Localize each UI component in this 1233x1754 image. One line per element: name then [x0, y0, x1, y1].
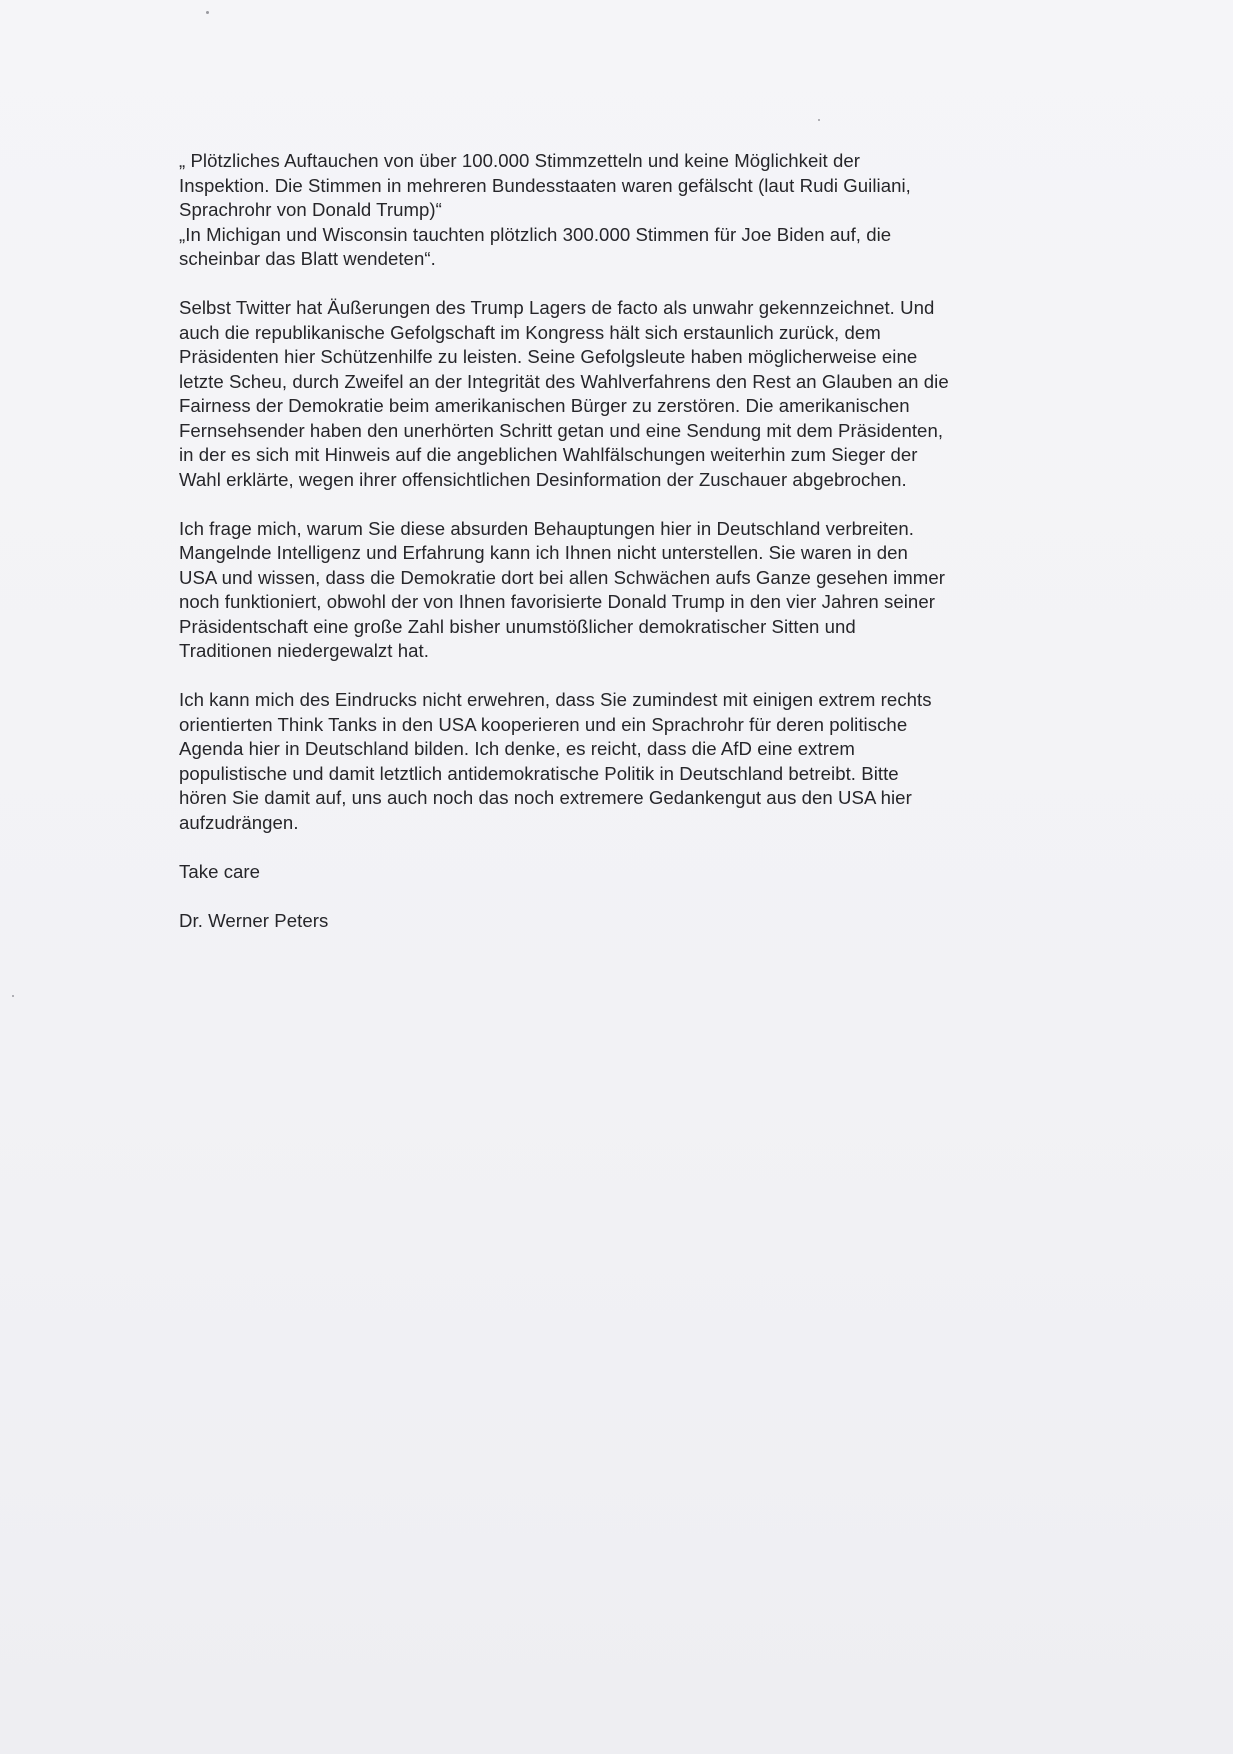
paragraph-impression: [179, 688, 1059, 835]
text-line: auch die republikanische Gefolgschaft im Kongress hält sich erstaunlich zurück, dem: [179, 321, 881, 343]
paper-speck: [206, 11, 209, 14]
text-line: „ Plötzliches Auftauchen von über 100.000 Stimmzetteln und keine Möglichkeit der: [179, 150, 860, 171]
text-line: „In Michigan und Wisconsin tauchten plötzlich 300.000 Stimmen für Joe Biden auf, die: [179, 223, 892, 245]
text-line: Präsidentschaft eine große Zahl bisher unumstößlicher demokratischer Sitten und: [179, 615, 856, 637]
text-line: Präsidenten hier Schützenhilfe zu leisten. Seine Gefolgsleute haben möglicherweise eine: [179, 346, 918, 367]
paragraph-quotes: [179, 149, 1059, 272]
paper-speck: [818, 119, 820, 121]
text-line: USA und wissen, dass die Demokratie dort bei allen Schwächen aufs Ganze gesehen immer: [179, 566, 945, 588]
closing-text: Take care: [179, 860, 261, 882]
text-line: Selbst Twitter hat Äußerungen des Trump Lagers de facto als unwahr gekennzeichnet. Und: [179, 297, 935, 318]
text-line: aufzudrängen.: [179, 811, 299, 833]
paragraph-twitter: [179, 296, 1059, 492]
text-line: Fairness der Demokratie beim amerikanischen Bürger zu zerstören. Die amerikanischen: [179, 395, 910, 416]
paragraph-question: [179, 517, 1059, 664]
text-line: Agenda hier in Deutschland bilden. Ich denke, es reicht, dass die AfD eine extrem: [179, 738, 855, 759]
text-line: scheinbar das Blatt wendeten“.: [179, 248, 436, 269]
text-line: noch funktioniert, obwohl der von Ihnen favorisierte Donald Trump in den vier Jahren seiner: [179, 591, 935, 612]
text-line: Traditionen niedergewalzt hat.: [179, 640, 429, 661]
letter-body: [179, 149, 1059, 958]
closing: [179, 860, 1059, 885]
text-line: Inspektion. Die Stimmen in mehreren Bundesstaaten waren gefälscht (laut Rudi Guiliani,: [179, 174, 911, 196]
text-line: Fernsehsender haben den unerhörten Schritt getan und eine Sendung mit dem Präsidenten,: [179, 419, 944, 441]
signature-name: Dr. Werner Peters: [179, 909, 329, 931]
text-line: Ich kann mich des Eindrucks nicht erwehren, dass Sie zumindest mit einigen extrem rechts: [179, 689, 932, 710]
text-line: Ich frage mich, warum Sie diese absurden Behauptungen hier in Deutschland verbreiten.: [179, 517, 914, 539]
paper-speck: [12, 995, 14, 997]
text-line: Wahl erklärte, wegen ihrer offensichtlichen Desinformation der Zuschauer abgebrochen.: [179, 468, 907, 490]
text-line: Sprachrohr von Donald Trump)“: [179, 199, 442, 220]
text-line: orientierten Think Tanks in den USA kooperieren und ein Sprachrohr für deren politische: [179, 713, 908, 735]
text-line: in der es sich mit Hinweis auf die angeblichen Wahlfälschungen weiterhin zum Sieger der: [179, 444, 918, 465]
text-line: populistische und damit letztlich antidemokratische Politik in Deutschland betreibt. Bitte: [179, 762, 899, 784]
text-line: Mangelnde Intelligenz und Erfahrung kann ich Ihnen nicht unterstellen. Sie waren in den: [179, 542, 908, 563]
signature: [179, 909, 1059, 934]
text-line: hören Sie damit auf, uns auch noch das noch extremere Gedankengut aus den USA hier: [179, 787, 912, 808]
text-line: letzte Scheu, durch Zweifel an der Integrität des Wahlverfahrens den Rest an Glauben an die: [179, 370, 949, 392]
